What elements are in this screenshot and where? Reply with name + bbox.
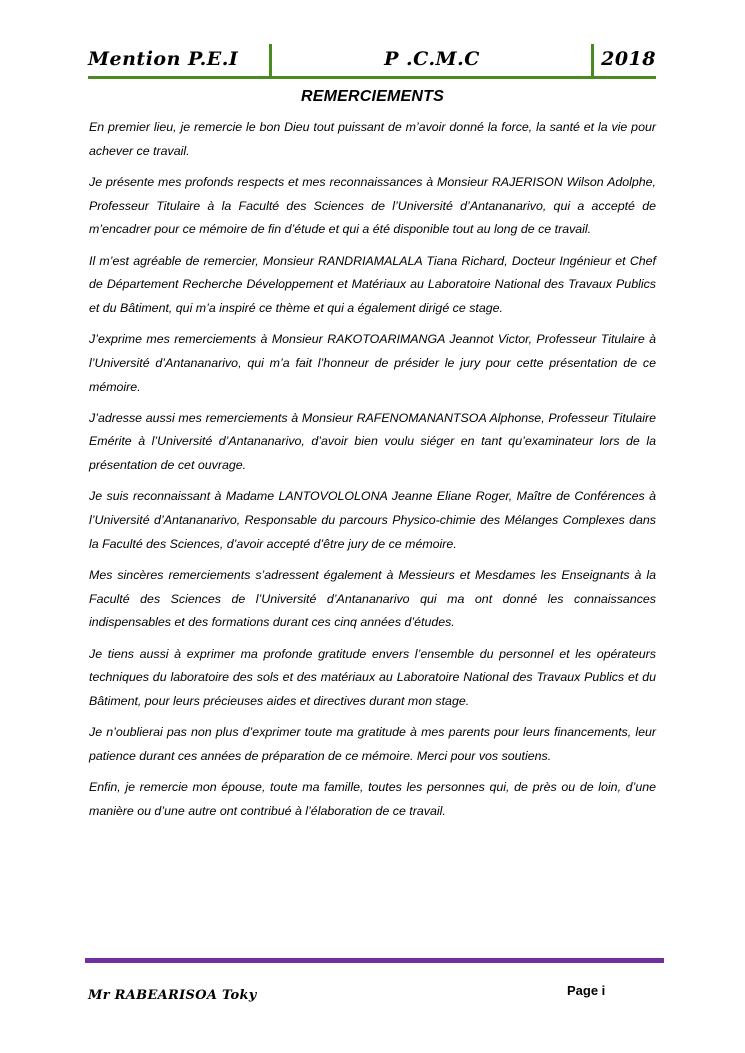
paragraph: Enfin, je remercie mon épouse, toute ma famille, toutes les personnes qui, de près ou de loin, d’une manière ou d’une autre ont contribué à l’élaboration de ce travail. bbox=[89, 780, 656, 818]
paragraph: En premier lieu, je remercie le bon Dieu tout puissant de m’avoir donné la force, la santé et la vie pour achever ce travail. bbox=[89, 120, 656, 158]
page-header bbox=[88, 44, 656, 76]
footer-rule bbox=[85, 958, 664, 963]
page-title: REMERCIEMENTS bbox=[300, 88, 445, 105]
header-year: 2018 bbox=[601, 48, 656, 70]
paragraph: Mes sincères remerciements s’adressent également à Messieurs et Mesdames les Enseignants à la Faculté des Sciences de l’Université d’Antananarivo qui ma ont donné les connaissances indispensables et des formations durant ces cinq années d’études. bbox=[89, 567, 656, 630]
paragraph: Il m’est agréable de remercier, Monsieur RANDRIAMALALA Tiana Richard, Docteur Ingénieur et Chef de Département Recherche Développement et Matériaux au Laboratoire National des Travaux Publics et du Bâtiment, qui m’a inspiré ce thème et qui a également dirigé ce stage. bbox=[89, 253, 656, 315]
header-program: P .C.M.C bbox=[384, 48, 480, 70]
page-number: Page i bbox=[567, 983, 606, 998]
footer-author: Mr RABEARISOA Toky bbox=[88, 988, 257, 1003]
body-text bbox=[89, 116, 656, 831]
header-mention: Mention P.E.I bbox=[88, 48, 239, 70]
paragraph: J’adresse aussi mes remerciements à Monsieur RAFENOMANANTSOA Alphonse, Professeur Titulaire Emérite à l’Université d’Antananarivo, d’avoir bien voulu siéger en tant qu’examinateur lors de la présentation de cet ouvrage. bbox=[89, 410, 656, 473]
paragraph: Je suis reconnaissant à Madame LANTOVOLOLONA Jeanne Eliane Roger, Maître de Conférences à l’Université d’Antananarivo, Responsable du parcours Physico-chimie des Mélanges Complexes dans la Faculté des Sciences, d’avoir accepté d’être jury de ce mémoire. bbox=[89, 489, 656, 551]
header-rule bbox=[88, 76, 656, 79]
paragraph: Je tiens aussi à exprimer ma profonde gratitude envers l’ensemble du personnel et les opérateurs techniques du laboratoire des sols et des matériaux au Laboratoire National des Travaux Publics et du Bâtiment, pour leurs précieuses aides et directives durant mon stage. bbox=[89, 646, 656, 708]
paragraph: Je présente mes profonds respects et mes reconnaissances à Monsieur RAJERISON Wilson Adolphe, Professeur Titulaire à la Faculté des Sciences de l’Université d’Antananarivo, qui a accepté de m’encadrer pour ce mémoire de fin d’étude et qui a été disponible tout au long de ce travail. bbox=[89, 174, 656, 237]
paragraph: J’exprime mes remerciements à Monsieur RAKOTOARIMANGA Jeannot Victor, Professeur Titulaire à l’Université d’Antananarivo, qui m’a fait l’honneur de présider le jury pour cette présentation de ce mémoire. bbox=[89, 332, 656, 394]
paragraph: Je n’oublierai pas non plus d’exprimer toute ma gratitude à mes parents pour leurs financements, leur patience durant ces années de préparation de ce mémoire. Merci pour vos soutiens. bbox=[89, 725, 656, 763]
